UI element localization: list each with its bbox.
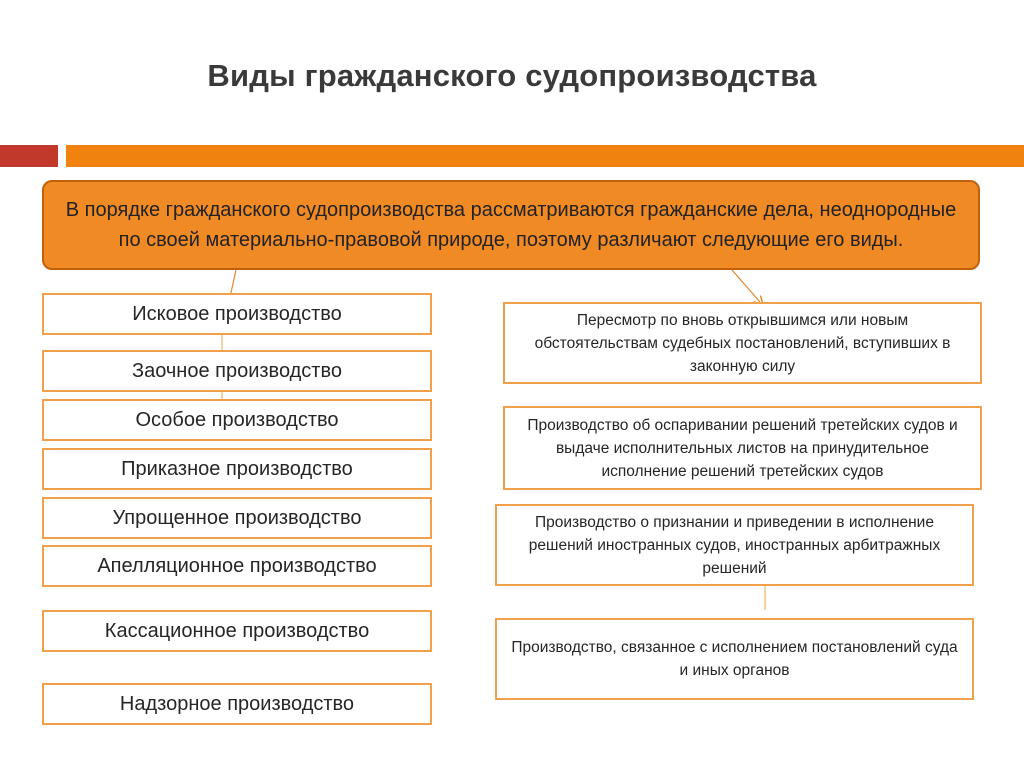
list-item-right: Производство о признании и приведении в исполнение решений иностранных судов, иностранных арбитражных решений	[495, 504, 974, 586]
list-item-left: Заочное производство	[42, 350, 432, 392]
list-item-left: Особое производство	[42, 399, 432, 441]
arrow-to-right-column	[732, 270, 760, 302]
list-item-left: Апелляционное производство	[42, 545, 432, 587]
list-item-left: Кассационное производство	[42, 610, 432, 652]
list-item-left: Приказное производство	[42, 448, 432, 490]
list-item-left: Исковое производство	[42, 293, 432, 335]
page-title: Виды гражданского судопроизводства	[207, 58, 817, 93]
list-item-right: Производство, связанное с исполнением постановлений суда и иных органов	[495, 618, 974, 700]
intro-box: В порядке гражданского судопроизводства рассматриваются гражданские дела, неоднородные по своей материально-правовой природе, поэтому различают следующие его виды.	[42, 180, 980, 270]
list-item-right: Пересмотр по вновь открывшимся или новым обстоятельствам судебных постановлений, вступивших в законную силу	[503, 302, 982, 384]
list-item-right: Производство об оспаривании решений третейских судов и выдаче исполнительных листов на принудительное исполнение решений третейских судов	[503, 406, 982, 490]
list-item-left: Упрощенное производство	[42, 497, 432, 539]
list-item-left: Надзорное производство	[42, 683, 432, 725]
